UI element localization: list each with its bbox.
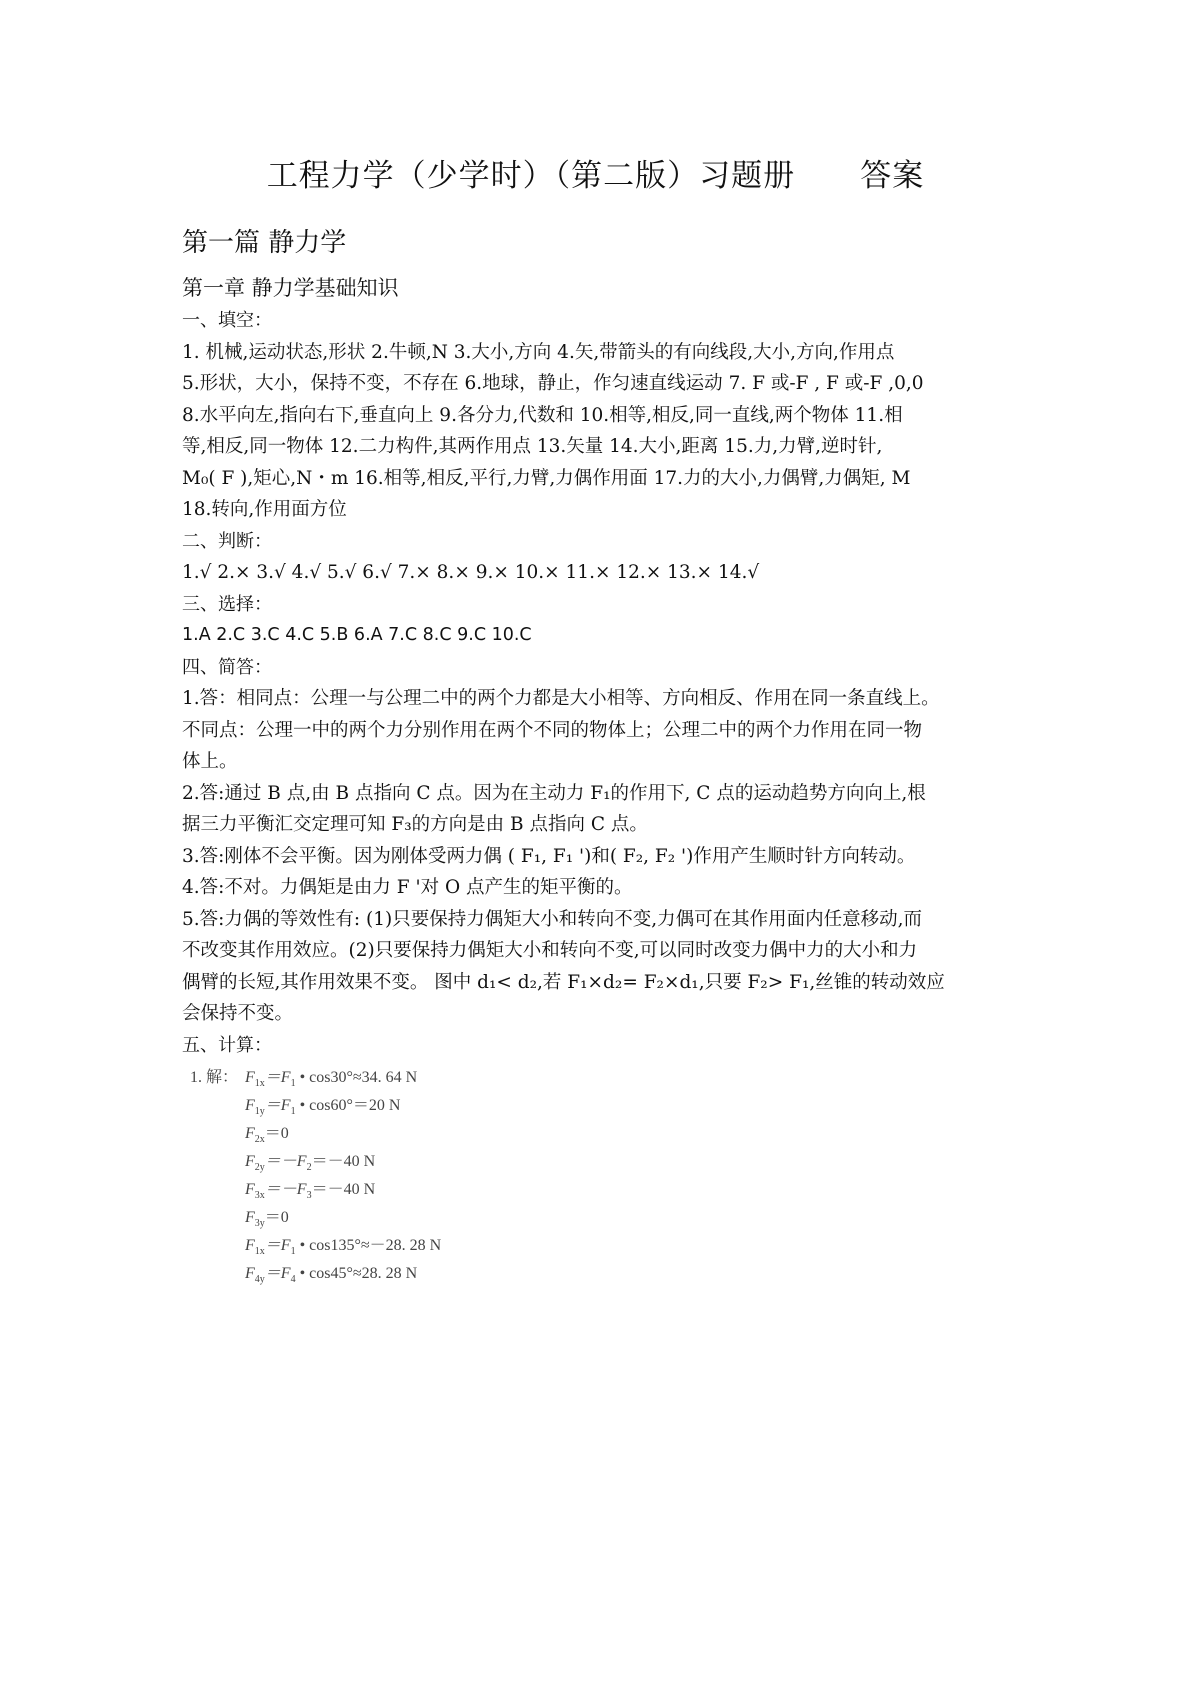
answer-line: 据三力平衡汇交定理可知 F₃的方向是由 B 点指向 C 点。 xyxy=(182,814,648,835)
calc-lsub: 2x xyxy=(254,1134,265,1146)
calc-rsub: 2 xyxy=(306,1162,312,1174)
calc-lhs: F xyxy=(245,1237,255,1254)
document-title: 工程力学（少学时）（第二版）习题册 答案 xyxy=(266,158,925,194)
calc-rsub: 1 xyxy=(290,1078,296,1090)
calc-lsub: 3y xyxy=(254,1218,265,1230)
answer-line: 会保持不变。 xyxy=(182,1003,294,1024)
calc-tail: • cos135°≈－28. 28 N xyxy=(295,1237,442,1254)
section-heading: 五、计算： xyxy=(182,1034,272,1056)
calc-equation xyxy=(245,1260,417,1294)
part-heading: 第一篇 静力学 xyxy=(182,228,347,258)
calc-lhs: F xyxy=(245,1181,255,1198)
section-heading: 一、填空： xyxy=(182,310,272,331)
calc-tail: • cos60°＝20 N xyxy=(295,1097,401,1114)
calc-rhs: ＝－F xyxy=(264,1181,307,1198)
answer-line: 1. 机械,运动状态,形状 2.牛顿,N 3.大小,方向 4.矢,带箭头的有向线段,大小,方向,作用点 xyxy=(182,341,895,363)
answer-line: 5.答:力偶的等效性有: (1)只要保持力偶矩大小和转向不变,力偶可在其作用面内任意移动,而 xyxy=(182,908,922,930)
answer-line: 2.答:通过 B 点,由 B 点指向 C 点。因为在主动力 F₁的作用下, C 点的运动趋势方向向上,根 xyxy=(182,782,926,804)
calc-tail: ＝－40 N xyxy=(311,1181,376,1198)
calc-rsub: 1 xyxy=(290,1246,296,1258)
calc-lsub: 4y xyxy=(254,1274,265,1286)
answer-line: M₀( F ),矩心,N・m 16.相等,相反,平行,力臂,力偶作用面 17.力的大小,力偶臂,力偶矩, M xyxy=(182,467,911,489)
answer-line: 等,相反,同一物体 12.二力构件,其两作用点 13.矢量 14.大小,距离 15.力,力臂,逆时针, xyxy=(182,436,883,457)
answer-line: 偶臂的长短,其作用效果不变。 图中 d₁< d₂,若 F₁×d₂= F₂×d₁,只要 F₂> F₁,丝锥的转动效应 xyxy=(182,971,945,993)
calc-lhs: F xyxy=(245,1097,255,1114)
calc-tail: ＝0 xyxy=(264,1209,289,1226)
calc-rhs: ＝－F xyxy=(264,1153,307,1170)
calc-lsub: 1x xyxy=(254,1078,265,1090)
calc-lsub: 3x xyxy=(254,1190,265,1202)
calc-rsub: 3 xyxy=(306,1190,312,1202)
calc-lhs: F xyxy=(245,1265,255,1282)
answer-line: 1.√ 2.× 3.√ 4.√ 5.√ 6.√ 7.× 8.× 9.× 10.× 11.× 12.× 13.× 14.√ xyxy=(182,562,760,583)
section-heading: 四、简答： xyxy=(182,656,272,678)
answer-line: 不改变其作用效应。(2)只要保持力偶矩大小和转向不变,可以同时改变力偶中力的大小和力 xyxy=(182,940,918,961)
calc-rsub: 4 xyxy=(290,1274,296,1286)
calc-rhs: ＝F xyxy=(264,1097,291,1114)
calc-label: 1. 解： xyxy=(190,1069,239,1086)
calc-lhs: F xyxy=(245,1125,255,1142)
answer-line: 8.水平向左,指向右下,垂直向上 9.各分力,代数和 10.相等,相反,同一直线,两个物体 11.相 xyxy=(182,404,903,426)
calc-tail: ＝－40 N xyxy=(311,1153,376,1170)
answer-line: 1.A 2.C 3.C 4.C 5.B 6.A 7.C 8.C 9.C 10.C xyxy=(182,625,532,645)
calc-rhs: ＝F xyxy=(264,1265,291,1282)
answer-line: 3.答:刚体不会平衡。因为刚体受两力偶 ( F₁, F₁ ')和( F₂, F₂ ')作用产生顺时针方向转动。 xyxy=(182,845,916,867)
answer-content xyxy=(182,305,1022,1061)
calc-rhs: ＝F xyxy=(264,1237,291,1254)
chapter-heading: 第一章 静力学基础知识 xyxy=(182,276,399,300)
calc-lhs: F xyxy=(245,1069,255,1086)
answer-line: 体上。 xyxy=(182,751,238,772)
calc-lsub: 1y xyxy=(254,1106,265,1118)
calc-rhs: ＝F xyxy=(264,1069,291,1086)
answer-line: 5.形状，大小，保持不变，不存在 6.地球，静止，作匀速直线运动 7. F 或-F , F 或-F ,0,0 xyxy=(182,373,924,394)
answer-line: 18.转向,作用面方位 xyxy=(182,499,347,520)
calc-rsub: 1 xyxy=(290,1106,296,1118)
answer-line: 1.答：相同点：公理一与公理二中的两个力都是大小相等、方向相反、作用在同一条直线上。 xyxy=(182,688,940,709)
section-heading: 二、判断： xyxy=(182,530,272,552)
calc-tail: • cos30°≈34. 64 N xyxy=(295,1069,418,1086)
calc-lhs: F xyxy=(245,1153,255,1170)
calc-tail: ＝0 xyxy=(264,1125,289,1142)
section-heading: 三、选择： xyxy=(182,593,272,615)
answer-line: 4.答:不对。力偶矩是由力 F '对 O 点产生的矩平衡的。 xyxy=(182,877,633,898)
calc-lhs: F xyxy=(245,1209,255,1226)
calc-tail: • cos45°≈28. 28 N xyxy=(295,1265,418,1282)
calc-lsub: 2y xyxy=(254,1162,265,1174)
answer-line: 不同点：公理一中的两个力分别作用在两个不同的物体上；公理二中的两个力作用在同一物 xyxy=(182,719,923,741)
calc-lsub: 1x xyxy=(254,1246,265,1258)
